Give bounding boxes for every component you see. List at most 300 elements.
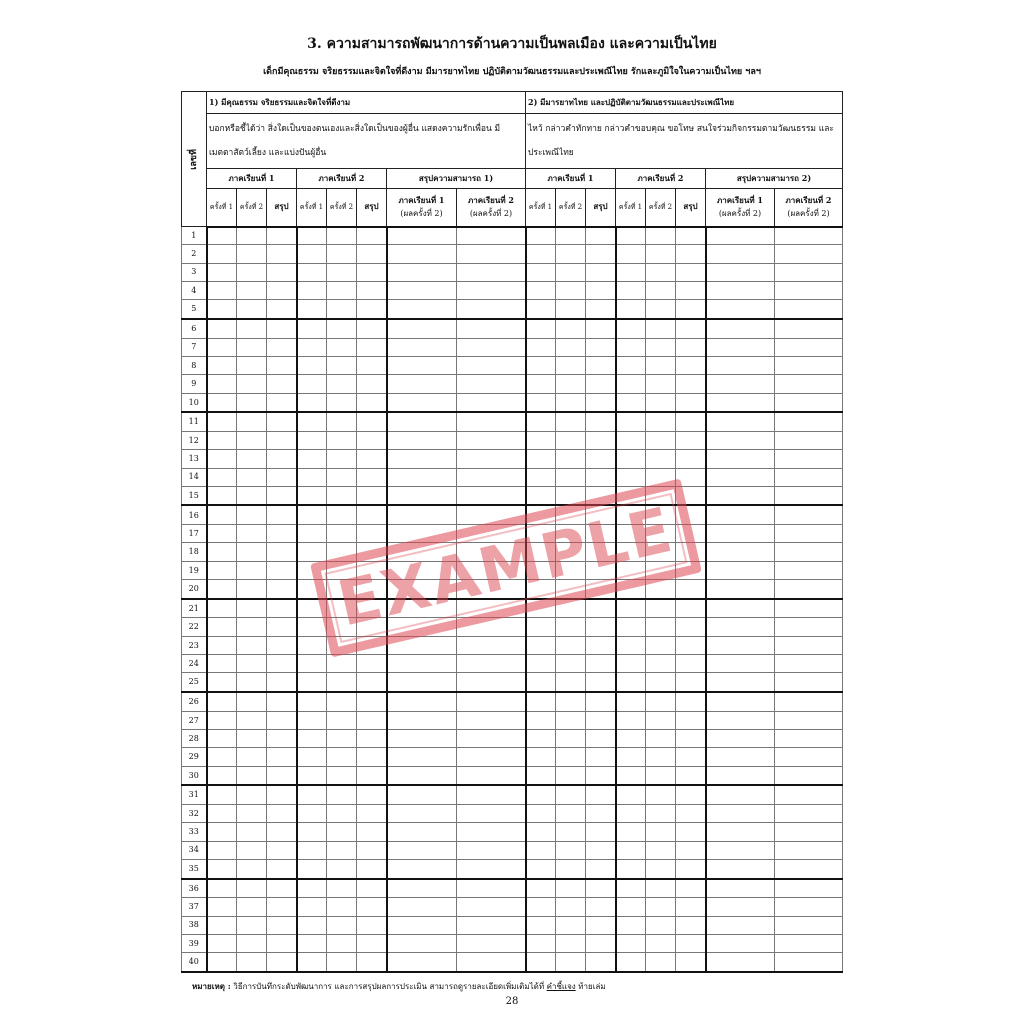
score-cell[interactable] — [526, 486, 556, 505]
score-cell[interactable] — [267, 859, 297, 878]
score-cell[interactable] — [207, 859, 237, 878]
score-cell[interactable] — [676, 319, 706, 338]
score-cell[interactable] — [327, 431, 357, 449]
score-cell[interactable] — [387, 505, 457, 524]
score-cell[interactable] — [556, 673, 586, 692]
score-cell[interactable] — [237, 748, 267, 766]
score-cell[interactable] — [586, 841, 616, 859]
score-cell[interactable] — [556, 692, 586, 711]
score-cell[interactable] — [586, 412, 616, 431]
score-cell[interactable] — [556, 711, 586, 729]
score-cell[interactable] — [526, 673, 556, 692]
score-cell[interactable] — [616, 730, 646, 748]
score-cell[interactable] — [297, 450, 327, 468]
score-cell[interactable] — [357, 281, 387, 299]
score-cell[interactable] — [706, 748, 775, 766]
score-cell[interactable] — [556, 934, 586, 952]
score-cell[interactable] — [676, 227, 706, 245]
score-cell[interactable] — [586, 450, 616, 468]
score-cell[interactable] — [616, 766, 646, 785]
score-cell[interactable] — [706, 227, 775, 245]
score-cell[interactable] — [297, 934, 327, 952]
score-cell[interactable] — [676, 300, 706, 319]
score-cell[interactable] — [387, 953, 457, 972]
score-cell[interactable] — [676, 281, 706, 299]
score-cell[interactable] — [676, 898, 706, 916]
score-cell[interactable] — [556, 953, 586, 972]
score-cell[interactable] — [297, 599, 327, 618]
score-cell[interactable] — [357, 898, 387, 916]
score-cell[interactable] — [457, 711, 526, 729]
score-cell[interactable] — [676, 916, 706, 934]
score-cell[interactable] — [357, 859, 387, 878]
score-cell[interactable] — [237, 934, 267, 952]
score-cell[interactable] — [387, 785, 457, 804]
score-cell[interactable] — [676, 599, 706, 618]
score-cell[interactable] — [646, 766, 676, 785]
score-cell[interactable] — [207, 879, 237, 898]
score-cell[interactable] — [646, 879, 676, 898]
score-cell[interactable] — [616, 879, 646, 898]
score-cell[interactable] — [387, 543, 457, 561]
score-cell[interactable] — [327, 636, 357, 654]
score-cell[interactable] — [646, 263, 676, 281]
score-cell[interactable] — [237, 673, 267, 692]
score-cell[interactable] — [646, 227, 676, 245]
score-cell[interactable] — [387, 898, 457, 916]
score-cell[interactable] — [387, 823, 457, 841]
score-cell[interactable] — [556, 766, 586, 785]
score-cell[interactable] — [357, 636, 387, 654]
score-cell[interactable] — [775, 505, 843, 524]
score-cell[interactable] — [297, 525, 327, 543]
score-cell[interactable] — [556, 561, 586, 579]
score-cell[interactable] — [646, 730, 676, 748]
score-cell[interactable] — [586, 580, 616, 599]
score-cell[interactable] — [297, 263, 327, 281]
score-cell[interactable] — [706, 898, 775, 916]
score-cell[interactable] — [646, 692, 676, 711]
score-cell[interactable] — [706, 525, 775, 543]
score-cell[interactable] — [457, 543, 526, 561]
score-cell[interactable] — [556, 431, 586, 449]
score-cell[interactable] — [327, 785, 357, 804]
score-cell[interactable] — [676, 953, 706, 972]
score-cell[interactable] — [526, 859, 556, 878]
score-cell[interactable] — [207, 525, 237, 543]
score-cell[interactable] — [207, 823, 237, 841]
score-cell[interactable] — [646, 655, 676, 673]
score-cell[interactable] — [327, 300, 357, 319]
score-cell[interactable] — [775, 431, 843, 449]
score-cell[interactable] — [357, 580, 387, 599]
score-cell[interactable] — [267, 748, 297, 766]
score-cell[interactable] — [556, 618, 586, 636]
score-cell[interactable] — [586, 245, 616, 263]
score-cell[interactable] — [457, 748, 526, 766]
score-cell[interactable] — [586, 468, 616, 486]
score-cell[interactable] — [267, 785, 297, 804]
score-cell[interactable] — [207, 431, 237, 449]
score-cell[interactable] — [676, 412, 706, 431]
score-cell[interactable] — [327, 468, 357, 486]
score-cell[interactable] — [267, 300, 297, 319]
score-cell[interactable] — [457, 859, 526, 878]
score-cell[interactable] — [646, 898, 676, 916]
score-cell[interactable] — [457, 916, 526, 934]
score-cell[interactable] — [357, 356, 387, 374]
score-cell[interactable] — [526, 748, 556, 766]
score-cell[interactable] — [676, 525, 706, 543]
score-cell[interactable] — [327, 692, 357, 711]
score-cell[interactable] — [357, 319, 387, 338]
score-cell[interactable] — [676, 618, 706, 636]
score-cell[interactable] — [207, 711, 237, 729]
score-cell[interactable] — [267, 879, 297, 898]
score-cell[interactable] — [297, 785, 327, 804]
score-cell[interactable] — [297, 673, 327, 692]
score-cell[interactable] — [646, 580, 676, 599]
score-cell[interactable] — [237, 692, 267, 711]
score-cell[interactable] — [775, 898, 843, 916]
score-cell[interactable] — [775, 300, 843, 319]
score-cell[interactable] — [526, 375, 556, 393]
score-cell[interactable] — [327, 505, 357, 524]
score-cell[interactable] — [267, 486, 297, 505]
score-cell[interactable] — [706, 263, 775, 281]
score-cell[interactable] — [775, 580, 843, 599]
score-cell[interactable] — [267, 730, 297, 748]
score-cell[interactable] — [775, 785, 843, 804]
score-cell[interactable] — [526, 785, 556, 804]
score-cell[interactable] — [207, 543, 237, 561]
score-cell[interactable] — [457, 841, 526, 859]
score-cell[interactable] — [556, 300, 586, 319]
score-cell[interactable] — [237, 711, 267, 729]
score-cell[interactable] — [267, 841, 297, 859]
score-cell[interactable] — [207, 692, 237, 711]
score-cell[interactable] — [237, 655, 267, 673]
score-cell[interactable] — [327, 599, 357, 618]
score-cell[interactable] — [775, 953, 843, 972]
score-cell[interactable] — [586, 898, 616, 916]
score-cell[interactable] — [237, 505, 267, 524]
score-cell[interactable] — [586, 393, 616, 412]
score-cell[interactable] — [207, 785, 237, 804]
score-cell[interactable] — [297, 823, 327, 841]
score-cell[interactable] — [616, 375, 646, 393]
score-cell[interactable] — [327, 711, 357, 729]
score-cell[interactable] — [676, 505, 706, 524]
score-cell[interactable] — [556, 412, 586, 431]
score-cell[interactable] — [387, 618, 457, 636]
score-cell[interactable] — [387, 934, 457, 952]
score-cell[interactable] — [297, 245, 327, 263]
score-cell[interactable] — [706, 711, 775, 729]
score-cell[interactable] — [706, 618, 775, 636]
score-cell[interactable] — [676, 636, 706, 654]
score-cell[interactable] — [237, 375, 267, 393]
score-cell[interactable] — [556, 898, 586, 916]
score-cell[interactable] — [706, 486, 775, 505]
score-cell[interactable] — [775, 859, 843, 878]
score-cell[interactable] — [357, 618, 387, 636]
score-cell[interactable] — [387, 766, 457, 785]
score-cell[interactable] — [676, 338, 706, 356]
score-cell[interactable] — [586, 599, 616, 618]
score-cell[interactable] — [297, 281, 327, 299]
score-cell[interactable] — [237, 859, 267, 878]
score-cell[interactable] — [556, 655, 586, 673]
score-cell[interactable] — [586, 916, 616, 934]
score-cell[interactable] — [267, 655, 297, 673]
score-cell[interactable] — [267, 580, 297, 599]
score-cell[interactable] — [457, 785, 526, 804]
score-cell[interactable] — [775, 450, 843, 468]
score-cell[interactable] — [676, 730, 706, 748]
score-cell[interactable] — [457, 525, 526, 543]
score-cell[interactable] — [775, 934, 843, 952]
score-cell[interactable] — [237, 898, 267, 916]
score-cell[interactable] — [357, 879, 387, 898]
score-cell[interactable] — [646, 618, 676, 636]
score-cell[interactable] — [775, 227, 843, 245]
score-cell[interactable] — [387, 841, 457, 859]
score-cell[interactable] — [706, 934, 775, 952]
score-cell[interactable] — [297, 805, 327, 823]
score-cell[interactable] — [207, 468, 237, 486]
score-cell[interactable] — [457, 300, 526, 319]
score-cell[interactable] — [586, 431, 616, 449]
score-cell[interactable] — [207, 263, 237, 281]
score-cell[interactable] — [586, 338, 616, 356]
score-cell[interactable] — [676, 245, 706, 263]
score-cell[interactable] — [616, 599, 646, 618]
score-cell[interactable] — [267, 766, 297, 785]
score-cell[interactable] — [357, 245, 387, 263]
score-cell[interactable] — [676, 561, 706, 579]
score-cell[interactable] — [556, 227, 586, 245]
score-cell[interactable] — [457, 934, 526, 952]
score-cell[interactable] — [207, 953, 237, 972]
score-cell[interactable] — [526, 711, 556, 729]
score-cell[interactable] — [237, 227, 267, 245]
score-cell[interactable] — [327, 561, 357, 579]
score-cell[interactable] — [387, 711, 457, 729]
score-cell[interactable] — [646, 599, 676, 618]
score-cell[interactable] — [357, 934, 387, 952]
score-cell[interactable] — [327, 953, 357, 972]
score-cell[interactable] — [556, 468, 586, 486]
score-cell[interactable] — [327, 580, 357, 599]
score-cell[interactable] — [526, 916, 556, 934]
score-cell[interactable] — [357, 263, 387, 281]
score-cell[interactable] — [207, 805, 237, 823]
score-cell[interactable] — [457, 319, 526, 338]
score-cell[interactable] — [526, 823, 556, 841]
score-cell[interactable] — [457, 898, 526, 916]
score-cell[interactable] — [297, 859, 327, 878]
score-cell[interactable] — [357, 525, 387, 543]
score-cell[interactable] — [457, 431, 526, 449]
score-cell[interactable] — [457, 468, 526, 486]
score-cell[interactable] — [327, 859, 357, 878]
score-cell[interactable] — [457, 580, 526, 599]
score-cell[interactable] — [457, 692, 526, 711]
score-cell[interactable] — [676, 841, 706, 859]
score-cell[interactable] — [556, 785, 586, 804]
score-cell[interactable] — [586, 505, 616, 524]
score-cell[interactable] — [586, 934, 616, 952]
score-cell[interactable] — [207, 227, 237, 245]
score-cell[interactable] — [556, 841, 586, 859]
score-cell[interactable] — [616, 934, 646, 952]
score-cell[interactable] — [327, 525, 357, 543]
score-cell[interactable] — [556, 599, 586, 618]
score-cell[interactable] — [775, 879, 843, 898]
score-cell[interactable] — [646, 859, 676, 878]
score-cell[interactable] — [387, 561, 457, 579]
score-cell[interactable] — [327, 805, 357, 823]
score-cell[interactable] — [457, 805, 526, 823]
score-cell[interactable] — [586, 300, 616, 319]
score-cell[interactable] — [586, 823, 616, 841]
score-cell[interactable] — [207, 748, 237, 766]
score-cell[interactable] — [646, 953, 676, 972]
score-cell[interactable] — [457, 486, 526, 505]
score-cell[interactable] — [526, 730, 556, 748]
score-cell[interactable] — [586, 673, 616, 692]
score-cell[interactable] — [207, 841, 237, 859]
score-cell[interactable] — [297, 916, 327, 934]
score-cell[interactable] — [387, 393, 457, 412]
score-cell[interactable] — [237, 766, 267, 785]
score-cell[interactable] — [327, 245, 357, 263]
score-cell[interactable] — [327, 319, 357, 338]
score-cell[interactable] — [586, 263, 616, 281]
score-cell[interactable] — [586, 543, 616, 561]
score-cell[interactable] — [775, 543, 843, 561]
score-cell[interactable] — [357, 543, 387, 561]
score-cell[interactable] — [297, 618, 327, 636]
score-cell[interactable] — [237, 393, 267, 412]
score-cell[interactable] — [775, 730, 843, 748]
score-cell[interactable] — [706, 636, 775, 654]
score-cell[interactable] — [646, 934, 676, 952]
score-cell[interactable] — [267, 711, 297, 729]
score-cell[interactable] — [526, 468, 556, 486]
score-cell[interactable] — [457, 412, 526, 431]
score-cell[interactable] — [586, 805, 616, 823]
score-cell[interactable] — [457, 730, 526, 748]
score-cell[interactable] — [706, 599, 775, 618]
score-cell[interactable] — [676, 692, 706, 711]
score-cell[interactable] — [586, 748, 616, 766]
score-cell[interactable] — [297, 543, 327, 561]
score-cell[interactable] — [586, 692, 616, 711]
score-cell[interactable] — [357, 730, 387, 748]
score-cell[interactable] — [676, 934, 706, 952]
score-cell[interactable] — [526, 263, 556, 281]
score-cell[interactable] — [387, 300, 457, 319]
score-cell[interactable] — [207, 338, 237, 356]
score-cell[interactable] — [706, 805, 775, 823]
score-cell[interactable] — [775, 916, 843, 934]
note-link[interactable]: คำชี้แจง — [546, 982, 576, 991]
score-cell[interactable] — [387, 580, 457, 599]
score-cell[interactable] — [556, 823, 586, 841]
score-cell[interactable] — [676, 748, 706, 766]
score-cell[interactable] — [237, 841, 267, 859]
score-cell[interactable] — [237, 281, 267, 299]
score-cell[interactable] — [267, 245, 297, 263]
score-cell[interactable] — [327, 766, 357, 785]
score-cell[interactable] — [775, 245, 843, 263]
score-cell[interactable] — [297, 375, 327, 393]
score-cell[interactable] — [586, 730, 616, 748]
score-cell[interactable] — [297, 561, 327, 579]
score-cell[interactable] — [457, 766, 526, 785]
score-cell[interactable] — [387, 338, 457, 356]
score-cell[interactable] — [775, 692, 843, 711]
score-cell[interactable] — [676, 393, 706, 412]
score-cell[interactable] — [775, 636, 843, 654]
score-cell[interactable] — [237, 916, 267, 934]
score-cell[interactable] — [267, 450, 297, 468]
score-cell[interactable] — [237, 450, 267, 468]
score-cell[interactable] — [676, 673, 706, 692]
score-cell[interactable] — [207, 561, 237, 579]
score-cell[interactable] — [616, 673, 646, 692]
score-cell[interactable] — [526, 879, 556, 898]
score-cell[interactable] — [357, 916, 387, 934]
score-cell[interactable] — [526, 618, 556, 636]
score-cell[interactable] — [357, 673, 387, 692]
score-cell[interactable] — [297, 486, 327, 505]
score-cell[interactable] — [327, 916, 357, 934]
score-cell[interactable] — [327, 543, 357, 561]
score-cell[interactable] — [616, 898, 646, 916]
score-cell[interactable] — [267, 263, 297, 281]
score-cell[interactable] — [327, 281, 357, 299]
score-cell[interactable] — [357, 505, 387, 524]
score-cell[interactable] — [616, 412, 646, 431]
score-cell[interactable] — [207, 486, 237, 505]
score-cell[interactable] — [207, 618, 237, 636]
score-cell[interactable] — [646, 805, 676, 823]
score-cell[interactable] — [586, 618, 616, 636]
score-cell[interactable] — [556, 730, 586, 748]
score-cell[interactable] — [616, 525, 646, 543]
score-cell[interactable] — [556, 859, 586, 878]
score-cell[interactable] — [387, 245, 457, 263]
score-cell[interactable] — [775, 841, 843, 859]
score-cell[interactable] — [357, 300, 387, 319]
score-cell[interactable] — [457, 618, 526, 636]
score-cell[interactable] — [526, 805, 556, 823]
score-cell[interactable] — [237, 618, 267, 636]
score-cell[interactable] — [646, 338, 676, 356]
score-cell[interactable] — [207, 766, 237, 785]
score-cell[interactable] — [387, 412, 457, 431]
score-cell[interactable] — [327, 618, 357, 636]
score-cell[interactable] — [267, 375, 297, 393]
score-cell[interactable] — [556, 543, 586, 561]
score-cell[interactable] — [616, 841, 646, 859]
score-cell[interactable] — [327, 748, 357, 766]
score-cell[interactable] — [616, 618, 646, 636]
score-cell[interactable] — [526, 227, 556, 245]
